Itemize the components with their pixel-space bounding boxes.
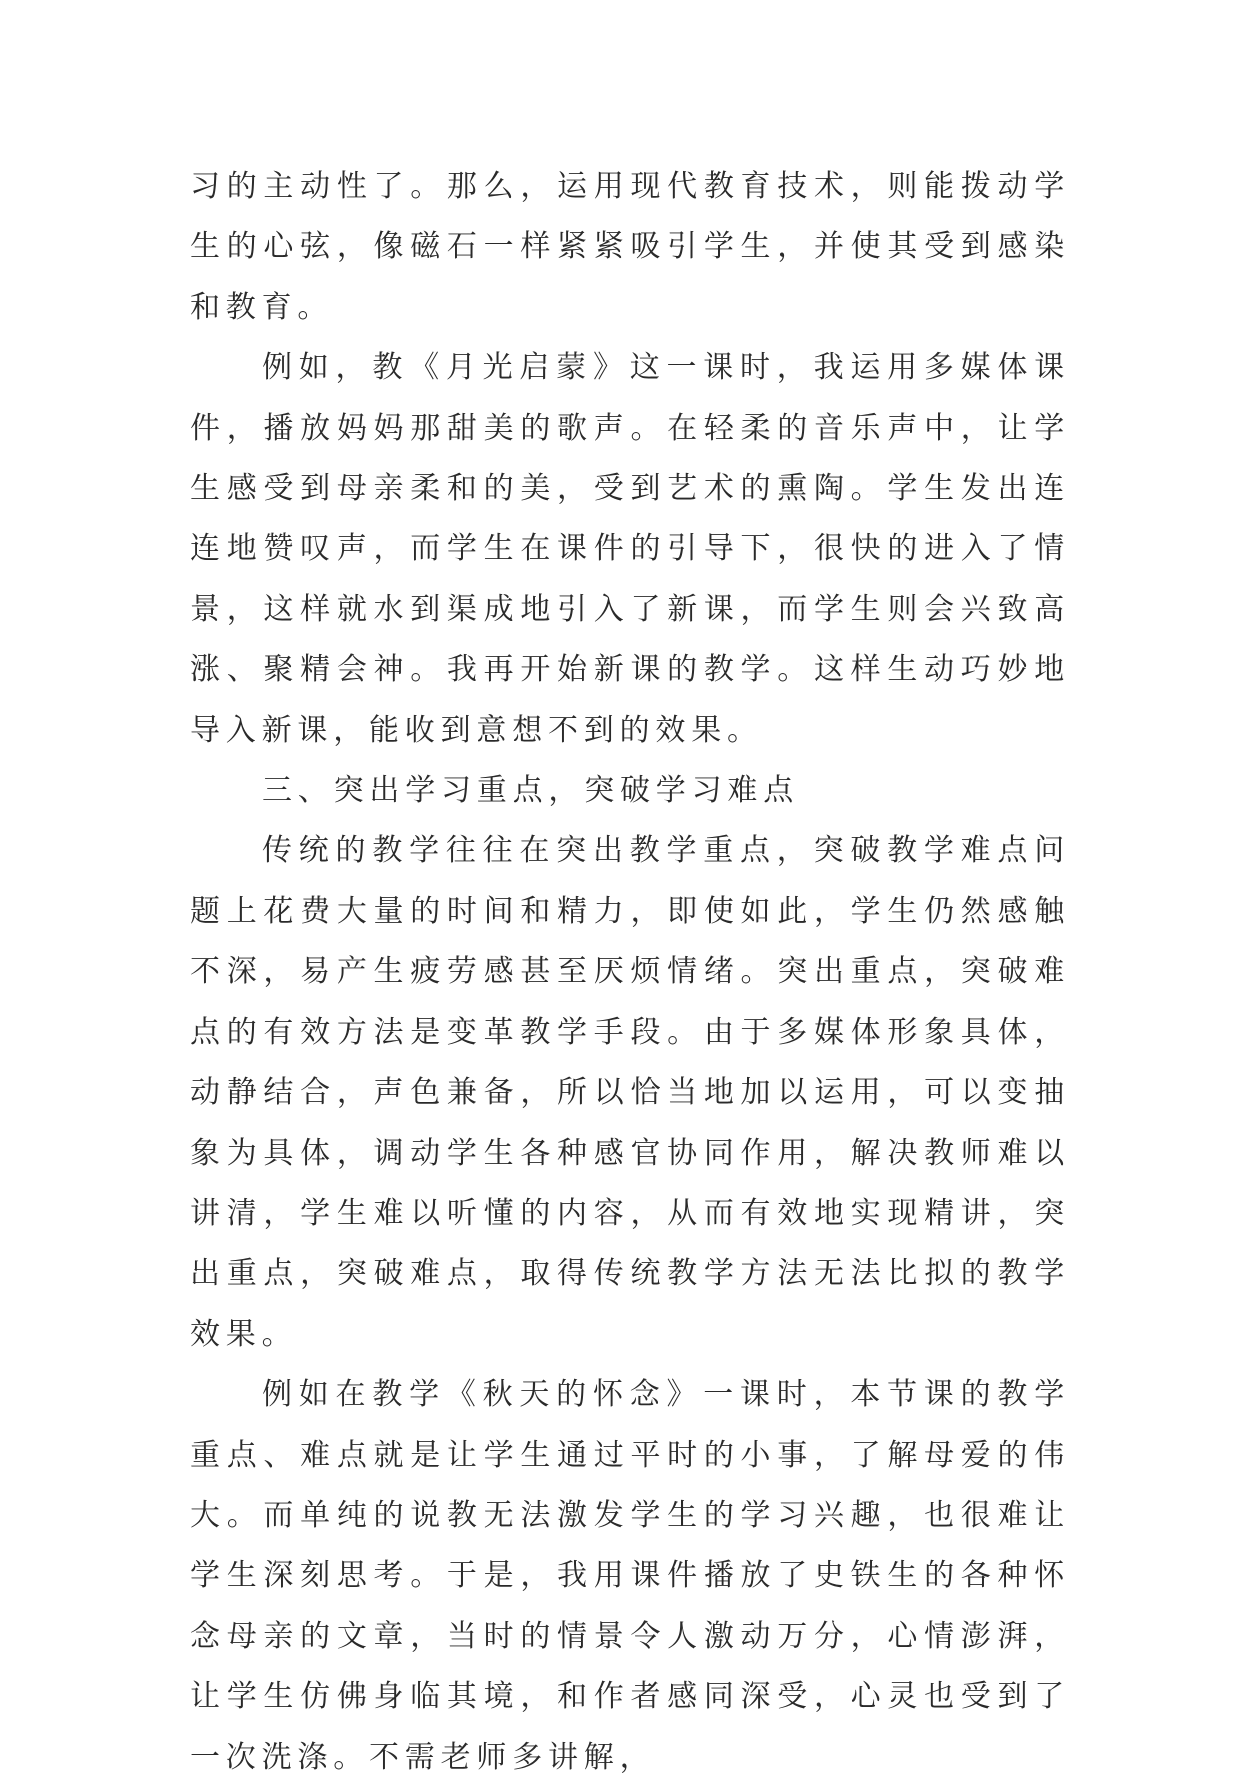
paragraph-4: 例如在教学《秋天的怀念》一课时，本节课的教学重点、难点就是让学生通过平时的小事，了解母爱的伟大。而单纯的说教无法激发学生的学习兴趣，也很难让学生深刻思考。于是，我用课件播放了史铁生的各种怀念母亲的文章，当时的情景令人激动万分，心情澎湃，让学生仿佛身临其境，和作者感同深受，心灵也受到了一次洗涤。不需老师多讲解， xyxy=(190,1377,1070,1775)
section-heading: 三、突出学习重点，突破学习难点 xyxy=(262,773,799,809)
paragraph-3: 传统的教学往往在突出教学重点，突破教学难点问题上花费大量的时间和精力，即使如此，学生仍然感触不深，易产生疲劳感甚至厌烦情绪。突出重点，突破难点的有效方法是变革教学手段。由于多媒体形象具体，动静结合，声色兼备，所以恰当地加以运用，可以变抽象为具体，调动学生各种感官协同作用，解决教师难以讲清，学生难以听懂的内容，从而有效地实现精讲，突出重点，突破难点，取得传统教学方法无法比拟的教学效果。 xyxy=(190,833,1070,1352)
paragraph-2: 例如，教《月光启蒙》这一课时，我运用多媒体课件，播放妈妈那甜美的歌声。在轻柔的音乐声中，让学生感受到母亲柔和的美，受到艺术的熏陶。学生发出连连地赞叹声，而学生在课件的引导下，很快的进入了情景，这样就水到渠成地引入了新课，而学生则会兴致高涨、聚精会神。我再开始新课的教学。这样生动巧妙地导入新课，能收到意想不到的效果。 xyxy=(190,350,1070,748)
body-text xyxy=(190,157,1070,1788)
paragraph-1: 习的主动性了。那么，运用现代教育技术，则能拨动学生的心弦，像磁石一样紧紧吸引学生，并使其受到感染和教育。 xyxy=(190,169,1070,325)
